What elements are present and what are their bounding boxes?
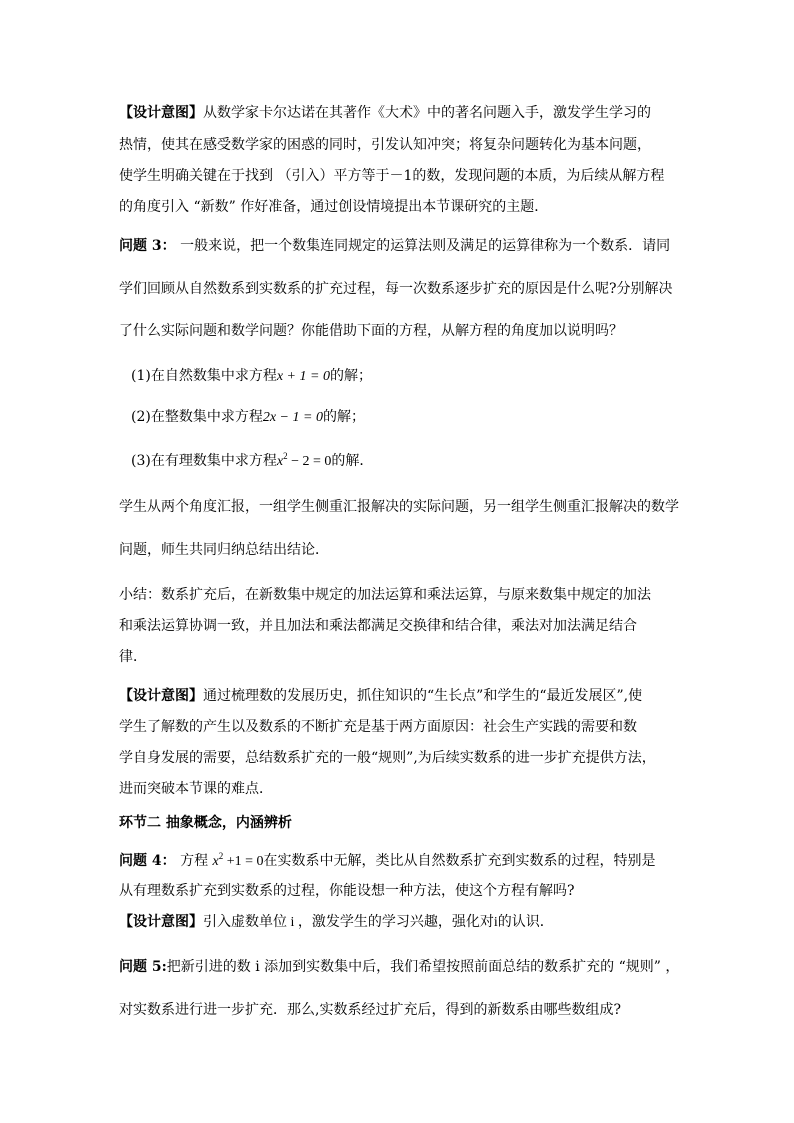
text: 通过梳理数的发展历史，抓住知识的“生长点”和学生的“最近发展区”,使 [203,688,643,704]
design-intent-line-2: 热情，使其在感受数学家的困惑的同时，引发认知冲突；将复杂问题转化为基本问题， [119,137,651,153]
equation-3-exponent: 2 [283,451,288,461]
design-intent-tag: 【设计意图】 [119,688,203,704]
design-intent-line-3: 使学生明确关键在于找到 （引入）平方等于－1的数，发现问题的本质，为后续从解方程 [119,168,665,184]
text: 从数学家卡尔达诺在其著作《大术》中的著名问题入手，激发学生学习的 [203,105,651,121]
question-4-line-2: 从有理数系扩充到实数系的过程，你能设想一种方法，使这个方程有解吗? [119,883,575,899]
section-2-heading: 环节二 抽象概念，内涵辨析 [119,815,292,831]
question-4-label: 问题 4： [119,853,176,869]
question-5-line-1 [119,957,679,977]
question-4-exponent: 2 [218,851,224,861]
text: 一般来说，把一个数集连同规定的运算法则及满足的运算律称为一个数系．请同 [175,238,671,254]
summary-line-1: 小结：数系扩充后，在新数集中规定的加法运算和乘法运算，与原来数集中规定的加法 [119,587,651,603]
imaginary-unit: i [493,915,498,930]
text: 的解． [331,453,374,469]
text: (1)在自然数集中求方程 [131,368,277,384]
design-intent-tag: 【设计意图】 [119,105,203,121]
design-intent-2-line-2: 学生了解数的产生以及数系的不断扩充是基于两方面原因：社会生产实践的需要和数 [119,719,637,735]
report-line-1: 学生从两个角度汇报，一组学生侧重汇报解决的实际问题，另一组学生侧重汇报解决的数学 [119,499,679,515]
design-intent-2-line-4: 进而突破本节课的难点． [119,781,273,797]
question-5-line-2: 对实数系进行进一步扩充．那么,实数系经过扩充后，得到的新数系由哪些数组成? [119,1002,621,1018]
equation-1-math: x + 1 = 0 [276,369,330,384]
equation-2-math: 2x − 1 = 0 [262,410,323,425]
equation-3-variable: x [276,454,284,469]
summary-line-2: 和乘法运算协调一致，并且加法和乘法都满足交换律和结合律，乘法对加法满足结合 [119,618,637,634]
equation-item-2 [131,407,365,427]
question-4-line-1 [119,851,656,871]
question-3-line-2: 学们回顾从自然数系到实数系的扩充过程，每一次数系逐步扩充的原因是什么呢?分别解决 [119,281,673,297]
text: 引入虚数单位 [203,914,287,930]
equation-item-3 [131,451,373,471]
question-4-equation-rest: +1 = 0 [223,854,264,869]
equation-item-1 [131,366,372,386]
text: 方程 [175,853,213,869]
question-3-line-3: 了什么实际问题和数学问题？你能借助下面的方程，从解方程的角度加以说明吗？ [119,323,623,339]
text: (2)在整数集中求方程 [131,409,263,425]
text: ，激发学生的学习兴趣，强化对 [297,914,494,930]
design-intent-line-1 [119,103,651,123]
text: 的认识． [497,914,554,930]
text: 的解； [322,409,365,425]
design-intent-tag: 【设计意图】 [119,914,203,930]
text: 的解； [329,368,372,384]
design-intent-2-line-3: 学自身发展的需要，总结数系扩充的一般“规则”,为后续实数系的进一步扩充提供方法， [119,750,656,766]
design-intent-line-4: 的角度引入 “新数” 作好准备，通过创设情境提出本节课研究的主题． [119,199,549,215]
text: (3)在有理数集中求方程 [131,453,277,469]
design-intent-3 [119,912,554,932]
text: 把新引进的数 i 添加到实数集中后，我们希望按照前面总结的数系扩充的 “规则” ， [166,959,680,975]
report-line-2: 问题，师生共同归纳总结出结论． [119,542,329,558]
question-4-variable: x [212,854,219,869]
question-3-line-1 [119,236,670,256]
text: 在实数系中无解，类比从自然数系扩充到实数系的过程，特别是 [263,853,656,869]
summary-line-3: 律． [119,649,147,665]
question-5-label: 问题 5: [119,959,167,975]
imaginary-unit: i [287,915,298,930]
design-intent-2-line-1 [119,686,642,706]
equation-3-rest: − 2 = 0 [287,454,332,469]
question-3-label: 问题 3： [119,238,176,254]
